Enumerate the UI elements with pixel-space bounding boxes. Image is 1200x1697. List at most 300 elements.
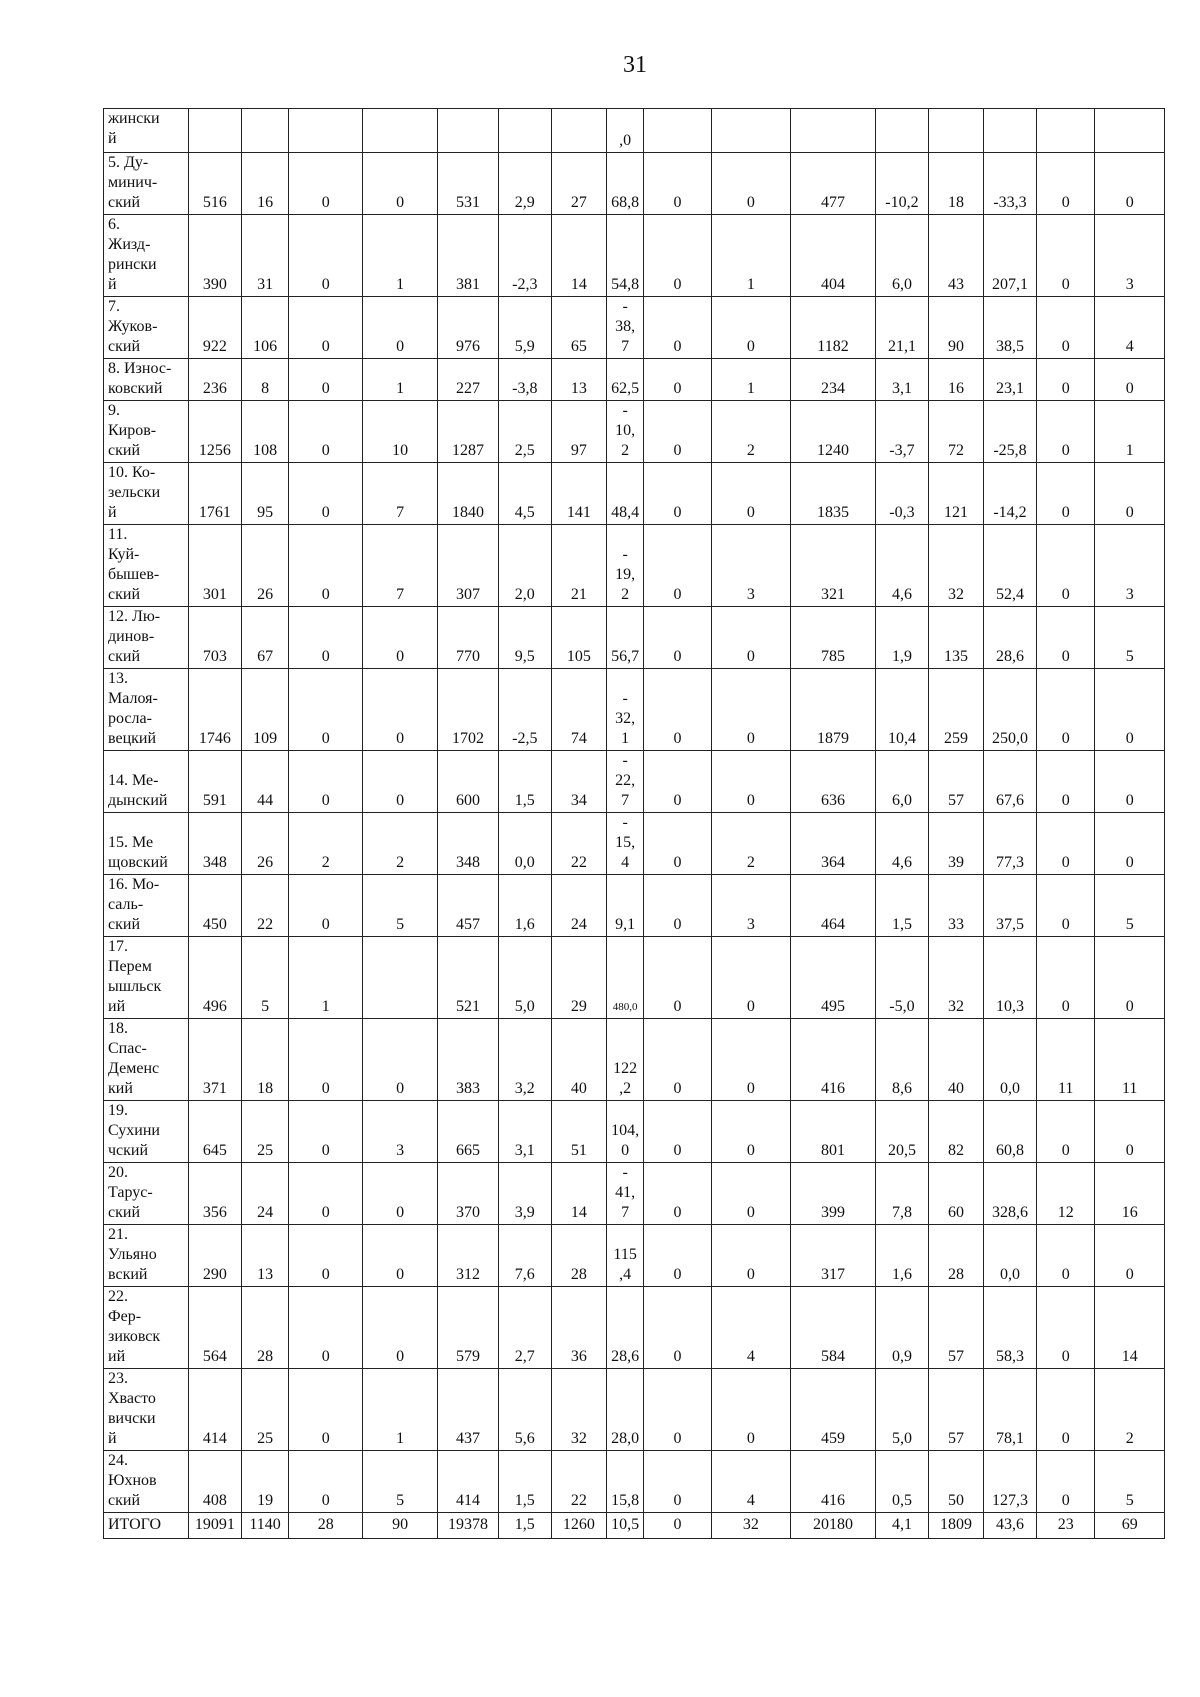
table-cell: 2 (1095, 1369, 1165, 1451)
table-cell: 24 (551, 875, 606, 937)
table-cell: 564 (188, 1287, 241, 1369)
table-cell: 1,5 (498, 1513, 551, 1539)
table-cell: 14 (551, 215, 606, 297)
table-row (104, 215, 1165, 297)
table-cell: 26 (241, 525, 288, 607)
table-cell: 227 (438, 359, 499, 401)
table-cell: 0 (1036, 215, 1094, 297)
table-row (104, 937, 1165, 1019)
table-cell: 39 (928, 813, 983, 875)
district-name-cell: 13. Малоя- росла- вецкий (104, 669, 189, 751)
district-name-cell: 15. Ме щовский (104, 813, 189, 875)
table-cell: 43 (928, 215, 983, 297)
table-cell: 0 (644, 813, 711, 875)
table-row (104, 109, 1165, 153)
table-cell: 74 (551, 669, 606, 751)
table-cell: 480,0 (606, 937, 643, 1019)
table-cell: 1702 (438, 669, 499, 751)
table-cell: 0 (363, 1163, 438, 1225)
table-cell: 0 (363, 1287, 438, 1369)
table-cell: 127,3 (984, 1451, 1037, 1513)
table-cell: 135 (928, 607, 983, 669)
table-cell: 0 (711, 1019, 790, 1101)
table-cell: 51 (551, 1101, 606, 1163)
table-cell: 0 (363, 607, 438, 669)
table-cell: -10,2 (875, 153, 928, 215)
table-cell: 801 (791, 1101, 876, 1163)
table-cell: 109 (241, 669, 288, 751)
table-cell: 0 (289, 1101, 363, 1163)
table-cell: 68,8 (606, 153, 643, 215)
district-name-cell: 6. Жизд- рински й (104, 215, 189, 297)
table-cell: 301 (188, 525, 241, 607)
table-cell: 0 (1095, 359, 1165, 401)
table-cell: 1 (711, 359, 790, 401)
table-cell: 236 (188, 359, 241, 401)
table-cell: 0 (644, 525, 711, 607)
table-cell: 5 (1095, 875, 1165, 937)
table-cell: 531 (438, 153, 499, 215)
table-cell: 591 (188, 751, 241, 813)
table-cell: 0 (1036, 1225, 1094, 1287)
table-cell: -0,3 (875, 463, 928, 525)
table-cell: 5,0 (498, 937, 551, 1019)
district-name-cell: 12. Лю- динов- ский (104, 607, 189, 669)
table-cell: 7,6 (498, 1225, 551, 1287)
table-cell: 90 (928, 297, 983, 359)
table-cell: 1 (363, 1369, 438, 1451)
table-cell: 2,7 (498, 1287, 551, 1369)
table-cell: 8,6 (875, 1019, 928, 1101)
table-cell: 19091 (188, 1513, 241, 1539)
table-cell: 0 (1095, 813, 1165, 875)
table-cell: 364 (791, 813, 876, 875)
table-cell: 115 ,4 (606, 1225, 643, 1287)
table-cell: 290 (188, 1225, 241, 1287)
table-cell: 0 (289, 1019, 363, 1101)
district-name-cell: 10. Ко- зельски й (104, 463, 189, 525)
table-cell: 1,9 (875, 607, 928, 669)
table-cell: 0 (711, 1101, 790, 1163)
table-cell: - 41, 7 (606, 1163, 643, 1225)
table-cell (928, 109, 983, 153)
table-cell: 0 (289, 751, 363, 813)
table-cell: 0 (1036, 937, 1094, 1019)
table-cell: 11 (1036, 1019, 1094, 1101)
table-cell: 1835 (791, 463, 876, 525)
table-cell: 72 (928, 401, 983, 463)
table-cell: 0 (644, 215, 711, 297)
table-row (104, 463, 1165, 525)
table-cell: 10,3 (984, 937, 1037, 1019)
table-cell: 57 (928, 1369, 983, 1451)
table-cell: 25 (241, 1369, 288, 1451)
table-cell: 13 (241, 1225, 288, 1287)
table-cell: 32 (928, 937, 983, 1019)
table-cell: 58,3 (984, 1287, 1037, 1369)
table-cell: 1240 (791, 401, 876, 463)
district-name-cell: 11. Куй- бышев- ский (104, 525, 189, 607)
table-cell: 0 (1036, 669, 1094, 751)
table-cell (363, 937, 438, 1019)
district-name-cell: ИТОГО (104, 1513, 189, 1539)
table-cell: 404 (791, 215, 876, 297)
table-cell: 348 (188, 813, 241, 875)
table-cell: 0 (289, 463, 363, 525)
table-cell: 0 (644, 297, 711, 359)
district-name-cell: 16. Мо- саль- ский (104, 875, 189, 937)
table-cell: 0 (644, 359, 711, 401)
table-cell: 645 (188, 1101, 241, 1163)
district-name-cell: 8. Износ- ковский (104, 359, 189, 401)
table-cell: 4 (711, 1287, 790, 1369)
table-cell: 2 (289, 813, 363, 875)
table-cell: 416 (791, 1019, 876, 1101)
table-cell: 317 (791, 1225, 876, 1287)
table-cell: 28,0 (606, 1369, 643, 1451)
table-cell: 3,9 (498, 1163, 551, 1225)
table-cell: 5 (363, 1451, 438, 1513)
table-cell: 3 (711, 525, 790, 607)
table-cell: 67 (241, 607, 288, 669)
table-cell: 1260 (551, 1513, 606, 1539)
table-cell: 414 (438, 1451, 499, 1513)
table-cell: 0 (711, 297, 790, 359)
table-cell: 28 (928, 1225, 983, 1287)
table-cell: 496 (188, 937, 241, 1019)
table-cell (1036, 109, 1094, 153)
table-cell: 95 (241, 463, 288, 525)
table-cell: 0 (1036, 525, 1094, 607)
table-cell (363, 109, 438, 153)
table-cell: -3,7 (875, 401, 928, 463)
table-cell: 0 (1095, 1101, 1165, 1163)
table-cell: 16 (241, 153, 288, 215)
table-cell: 57 (928, 751, 983, 813)
table-cell: 0 (644, 1513, 711, 1539)
table-cell (289, 109, 363, 153)
table-cell: 19 (241, 1451, 288, 1513)
table-cell: 1840 (438, 463, 499, 525)
table-cell: 14 (1095, 1287, 1165, 1369)
table-cell: 1 (363, 215, 438, 297)
table-cell: -5,0 (875, 937, 928, 1019)
table-cell: 60 (928, 1163, 983, 1225)
district-name-cell: 23. Хвасто вичски й (104, 1369, 189, 1451)
table-cell: -2,3 (498, 215, 551, 297)
district-name-cell: 18. Спас- Деменс кий (104, 1019, 189, 1101)
table-cell: 10 (363, 401, 438, 463)
table-cell: 34 (551, 751, 606, 813)
table-cell: 399 (791, 1163, 876, 1225)
table-row (104, 297, 1165, 359)
table-cell: 0 (644, 1163, 711, 1225)
table-cell: 5 (363, 875, 438, 937)
table-cell: 2 (711, 813, 790, 875)
table-cell: 22 (551, 813, 606, 875)
table-cell: 464 (791, 875, 876, 937)
table-cell: 78,1 (984, 1369, 1037, 1451)
table-cell: 23 (1036, 1513, 1094, 1539)
table-cell: 0,9 (875, 1287, 928, 1369)
table-cell: 234 (791, 359, 876, 401)
table-cell: 1,6 (875, 1225, 928, 1287)
table-cell: 18 (241, 1019, 288, 1101)
table-cell: 0 (1095, 153, 1165, 215)
table-cell: 414 (188, 1369, 241, 1451)
table-cell: 26 (241, 813, 288, 875)
table-cell: 665 (438, 1101, 499, 1163)
table-cell: - 19, 2 (606, 525, 643, 607)
table-cell: 1,5 (875, 875, 928, 937)
table-cell: 104, 0 (606, 1101, 643, 1163)
table-cell: 122 ,2 (606, 1019, 643, 1101)
table-cell: 5,6 (498, 1369, 551, 1451)
table-cell: 4 (711, 1451, 790, 1513)
table-cell: 56,7 (606, 607, 643, 669)
table-cell: 495 (791, 937, 876, 1019)
table-row (104, 1163, 1165, 1225)
table-cell: 28,6 (984, 607, 1037, 669)
table-cell: 28 (551, 1225, 606, 1287)
table-cell: 600 (438, 751, 499, 813)
table-cell: 0 (1036, 1369, 1094, 1451)
table-cell: 0 (289, 401, 363, 463)
table-cell: 32 (711, 1513, 790, 1539)
table-cell: 20,5 (875, 1101, 928, 1163)
table-cell: 0 (289, 1163, 363, 1225)
table-cell: 437 (438, 1369, 499, 1451)
table-cell (875, 109, 928, 153)
table-cell: 390 (188, 215, 241, 297)
table-cell: - 15, 4 (606, 813, 643, 875)
table-row (104, 401, 1165, 463)
table-cell: 62,5 (606, 359, 643, 401)
table-cell: 4 (1095, 297, 1165, 359)
table-cell (711, 109, 790, 153)
statistics-table (103, 108, 1165, 1539)
district-name-cell: 14. Ме- дынский (104, 751, 189, 813)
table-cell: 3,1 (875, 359, 928, 401)
table-cell: 82 (928, 1101, 983, 1163)
table-cell: - 10, 2 (606, 401, 643, 463)
table-cell: 0 (711, 607, 790, 669)
table-cell: 922 (188, 297, 241, 359)
table-cell: 0 (1095, 669, 1165, 751)
table-cell: 23,1 (984, 359, 1037, 401)
table-cell: 121 (928, 463, 983, 525)
table-cell: - 22, 7 (606, 751, 643, 813)
table-cell: 1 (711, 215, 790, 297)
table-cell: 383 (438, 1019, 499, 1101)
table-cell (241, 109, 288, 153)
table-cell: 0 (644, 153, 711, 215)
table-cell: 90 (363, 1513, 438, 1539)
district-name-cell: 21. Ульяно вский (104, 1225, 189, 1287)
table-cell: 371 (188, 1019, 241, 1101)
table-cell: 0 (289, 525, 363, 607)
table-cell: 22 (241, 875, 288, 937)
table-cell: 0 (363, 1225, 438, 1287)
table-cell: 0 (711, 1369, 790, 1451)
table-cell: 38,5 (984, 297, 1037, 359)
table-cell: 1,5 (498, 751, 551, 813)
table-cell: 43,6 (984, 1513, 1037, 1539)
table-cell (984, 109, 1037, 153)
table-cell: 5 (1095, 607, 1165, 669)
table-cell: 516 (188, 153, 241, 215)
table-cell: 459 (791, 1369, 876, 1451)
table-cell (438, 109, 499, 153)
table-row (104, 813, 1165, 875)
table-cell: 370 (438, 1163, 499, 1225)
table-cell: 0 (289, 1451, 363, 1513)
table-cell: 0 (363, 1019, 438, 1101)
table-cell: 1140 (241, 1513, 288, 1539)
table-cell: 0 (1095, 1225, 1165, 1287)
table-cell: 321 (791, 525, 876, 607)
table-cell (188, 109, 241, 153)
table-cell: 50 (928, 1451, 983, 1513)
table-cell: 0 (1095, 751, 1165, 813)
table-cell: 0 (289, 1287, 363, 1369)
table-cell: 5,0 (875, 1369, 928, 1451)
table-cell: 703 (188, 607, 241, 669)
table-cell: 65 (551, 297, 606, 359)
table-row (104, 1513, 1165, 1539)
table-cell: 0,0 (498, 813, 551, 875)
table-cell: 40 (551, 1019, 606, 1101)
table-cell: 32 (928, 525, 983, 607)
table-cell: 9,5 (498, 607, 551, 669)
table-cell: 28 (241, 1287, 288, 1369)
district-name-cell: 17. Перем ышльск ий (104, 937, 189, 1019)
table-cell: 0 (289, 1369, 363, 1451)
table-cell: 77,3 (984, 813, 1037, 875)
table-cell: 4,5 (498, 463, 551, 525)
table-cell (551, 109, 606, 153)
table-cell: 4,6 (875, 525, 928, 607)
table-cell: 356 (188, 1163, 241, 1225)
table-cell: 25 (241, 1101, 288, 1163)
table-cell: 0 (644, 463, 711, 525)
district-name-cell: 24. Юхнов ский (104, 1451, 189, 1513)
table-cell: 33 (928, 875, 983, 937)
table-cell: 1256 (188, 401, 241, 463)
table-cell: 60,8 (984, 1101, 1037, 1163)
table-cell: 97 (551, 401, 606, 463)
table-cell: 0 (711, 153, 790, 215)
table-row (104, 1101, 1165, 1163)
table-cell: 312 (438, 1225, 499, 1287)
table-cell: 0 (644, 751, 711, 813)
table-cell: 0 (711, 463, 790, 525)
table-cell: 0 (1036, 401, 1094, 463)
table-cell: 21,1 (875, 297, 928, 359)
table-cell: 0 (1036, 751, 1094, 813)
district-name-cell: 19. Сухини чский (104, 1101, 189, 1163)
table-cell: 1761 (188, 463, 241, 525)
table-cell: 3 (711, 875, 790, 937)
table-cell: 1 (289, 937, 363, 1019)
table-cell: 450 (188, 875, 241, 937)
table-cell: 0 (1036, 153, 1094, 215)
table-row (104, 751, 1165, 813)
table-cell: 0 (644, 1225, 711, 1287)
table-cell: 307 (438, 525, 499, 607)
table-cell: 0,0 (984, 1019, 1037, 1101)
page-number: 31 (623, 52, 647, 78)
table-cell: 381 (438, 215, 499, 297)
table-cell: 0 (289, 1225, 363, 1287)
table-cell: 250,0 (984, 669, 1037, 751)
table-cell: 1,5 (498, 1451, 551, 1513)
district-name-cell: 5. Ду- минич- ский (104, 153, 189, 215)
table-cell: - 32, 1 (606, 669, 643, 751)
table-row (104, 1287, 1165, 1369)
table-cell: 3,2 (498, 1019, 551, 1101)
table-cell: 57 (928, 1287, 983, 1369)
table-cell: 28,6 (606, 1287, 643, 1369)
table-cell: 5 (1095, 1451, 1165, 1513)
table-cell: 207,1 (984, 215, 1037, 297)
table-cell: 0 (289, 215, 363, 297)
table-cell: 0 (644, 937, 711, 1019)
table-cell: 416 (791, 1451, 876, 1513)
table-cell: 0,5 (875, 1451, 928, 1513)
table-cell: 1,6 (498, 875, 551, 937)
table-cell: 584 (791, 1287, 876, 1369)
table-cell: 0 (1036, 607, 1094, 669)
table-cell: 0 (363, 153, 438, 215)
table-cell: -14,2 (984, 463, 1037, 525)
table-cell (498, 109, 551, 153)
table-cell: 2 (363, 813, 438, 875)
table-cell: 0 (711, 1225, 790, 1287)
table-cell: -33,3 (984, 153, 1037, 215)
table-cell: 141 (551, 463, 606, 525)
district-name-cell: 22. Фер- зиковск ий (104, 1287, 189, 1369)
table-cell: 0 (289, 153, 363, 215)
table-cell: 0 (1095, 937, 1165, 1019)
table-cell: 1879 (791, 669, 876, 751)
table-cell: 10,4 (875, 669, 928, 751)
table-cell (1095, 109, 1165, 153)
table-cell: 348 (438, 813, 499, 875)
table-cell: ,0 (606, 109, 643, 153)
table-cell: 3 (1095, 525, 1165, 607)
table-row (104, 875, 1165, 937)
table-cell: 0 (289, 359, 363, 401)
table-cell: 0 (363, 297, 438, 359)
table-cell: 0 (644, 1451, 711, 1513)
table-cell: 0 (1036, 875, 1094, 937)
table-cell: 19378 (438, 1513, 499, 1539)
district-name-cell: 20. Тарус- ский (104, 1163, 189, 1225)
table-cell: 259 (928, 669, 983, 751)
table-cell (791, 109, 876, 153)
table-cell: 770 (438, 607, 499, 669)
table-cell: 2 (711, 401, 790, 463)
table-cell: 1 (1095, 401, 1165, 463)
table-cell: 0 (644, 607, 711, 669)
table-cell (644, 109, 711, 153)
table-cell: 4,6 (875, 813, 928, 875)
table-cell: 0 (644, 401, 711, 463)
table-cell: 0 (644, 1287, 711, 1369)
table-cell: 27 (551, 153, 606, 215)
table-cell: 1287 (438, 401, 499, 463)
